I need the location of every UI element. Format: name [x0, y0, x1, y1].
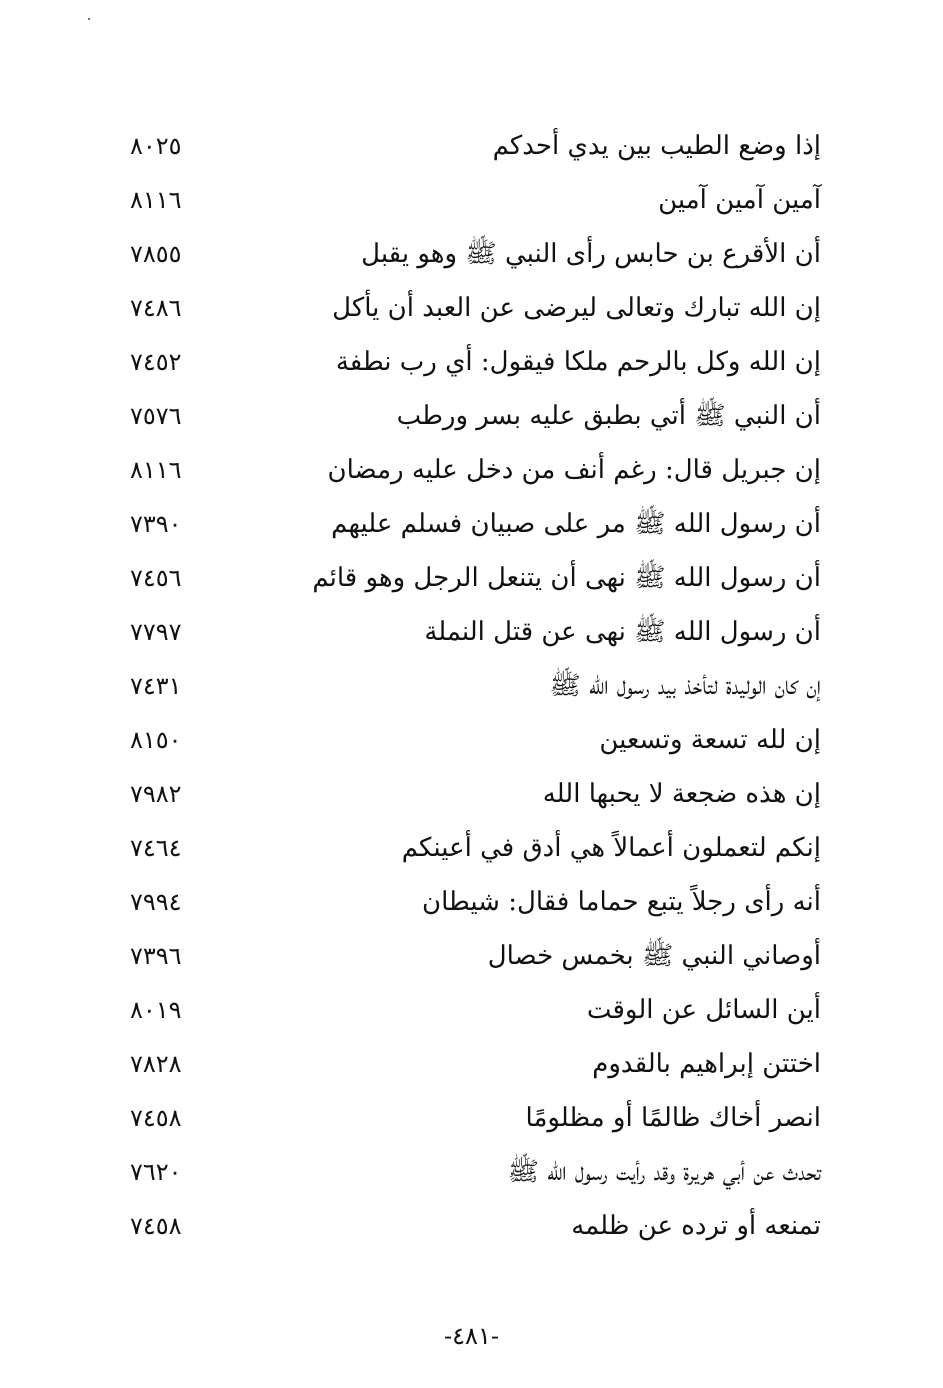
index-row	[0, 1038, 943, 1092]
index-row	[0, 822, 943, 876]
hadith-opening: آمين آمين آمين	[658, 185, 821, 215]
index-row	[0, 876, 943, 930]
hadith-number: ٧٥٧٦	[130, 402, 182, 430]
hadith-number: ٨١٥٠	[130, 726, 182, 754]
hadith-opening: أنه رأى رجلاً يتبع حماما فقال: شيطان	[421, 887, 821, 917]
index-row	[0, 606, 943, 660]
hadith-number: ٧٤٥٨	[130, 1104, 182, 1132]
index-row	[0, 1200, 943, 1254]
hadith-number: ٧٨٥٥	[130, 240, 182, 268]
hadith-number: ٧٤٦٤	[130, 834, 182, 862]
hadith-number: ٧٤٥٨	[130, 1212, 182, 1240]
hadith-number: ٧٧٩٧	[130, 618, 182, 646]
index-row	[0, 336, 943, 390]
hadith-number: ٨١١٦	[130, 186, 182, 214]
hadith-index-list	[0, 120, 943, 1254]
index-row	[0, 444, 943, 498]
hadith-number: ٨٠٢٥	[130, 132, 182, 160]
hadith-opening: إذا وضع الطيب بين يدي أحدكم	[492, 131, 821, 161]
hadith-opening: اختتن إبراهيم بالقدوم	[592, 1049, 821, 1079]
index-row	[0, 984, 943, 1038]
hadith-opening: إن الله تبارك وتعالى ليرضى عن العبد أن يأكل	[332, 293, 821, 323]
hadith-number: ٨١١٦	[130, 456, 182, 484]
index-row	[0, 174, 943, 228]
scan-speck	[88, 18, 90, 20]
index-row	[0, 498, 943, 552]
index-row	[0, 552, 943, 606]
hadith-number: ٧٤٨٦	[130, 294, 182, 322]
hadith-number: ٧٩٨٢	[130, 780, 182, 808]
hadith-number: ٧٤٥٦	[130, 564, 182, 592]
hadith-opening: أن الأقرع بن حابس رأى النبي ﷺ وهو يقبل	[361, 239, 821, 269]
hadith-opening: إن جبريل قال: رغم أنف من دخل عليه رمضان	[327, 455, 821, 485]
hadith-opening: أن رسول الله ﷺ نهى أن يتنعل الرجل وهو قائم	[312, 563, 821, 593]
hadith-number: ٧٣٩٠	[130, 510, 182, 538]
hadith-opening: إن لله تسعة وتسعين	[599, 725, 821, 755]
hadith-number: ٧٦٢٠	[130, 1158, 182, 1186]
index-row	[0, 120, 943, 174]
index-row	[0, 768, 943, 822]
hadith-number: ٧٨٢٨	[130, 1050, 182, 1078]
hadith-opening: أن رسول الله ﷺ مر على صبيان فسلم عليهم	[331, 509, 821, 539]
index-row	[0, 390, 943, 444]
hadith-opening: إنكم لتعملون أعمالاً هي أدق في أعينكم	[401, 833, 821, 863]
index-row	[0, 1146, 943, 1200]
index-row	[0, 282, 943, 336]
index-row	[0, 660, 943, 714]
hadith-number: ٨٠١٩	[130, 996, 182, 1024]
hadith-number: ٧٩٩٤	[130, 888, 182, 916]
hadith-opening: أوصاني النبي ﷺ بخمس خصال	[487, 941, 821, 971]
hadith-number: ٧٣٩٦	[130, 942, 182, 970]
index-row	[0, 714, 943, 768]
hadith-opening: تحدث عن أبي هريرة وقد رأيت رسول الله ﷺ	[507, 1157, 821, 1187]
hadith-opening: تمنعه أو ترده عن ظلمه	[571, 1211, 821, 1241]
hadith-number: ٧٤٥٢	[130, 348, 182, 376]
hadith-opening: إن كان الوليدة لتأخذ بيد رسول الله ﷺ	[549, 671, 821, 701]
hadith-opening: إن الله وكل بالرحم ملكا فيقول: أي رب نطفة	[335, 347, 821, 377]
index-row	[0, 930, 943, 984]
index-row	[0, 1092, 943, 1146]
hadith-opening: إن هذه ضجعة لا يحبها الله	[542, 779, 821, 809]
page-number: -٤٨١-	[444, 1322, 499, 1350]
hadith-opening: أين السائل عن الوقت	[586, 995, 821, 1025]
hadith-opening: أن رسول الله ﷺ نهى عن قتل النملة	[424, 617, 821, 647]
index-row	[0, 228, 943, 282]
hadith-opening: انصر أخاك ظالمًا أو مظلومًا	[525, 1103, 821, 1133]
hadith-opening: أن النبي ﷺ أتي بطبق عليه بسر ورطب	[396, 401, 821, 431]
hadith-number: ٧٤٣١	[130, 672, 182, 700]
